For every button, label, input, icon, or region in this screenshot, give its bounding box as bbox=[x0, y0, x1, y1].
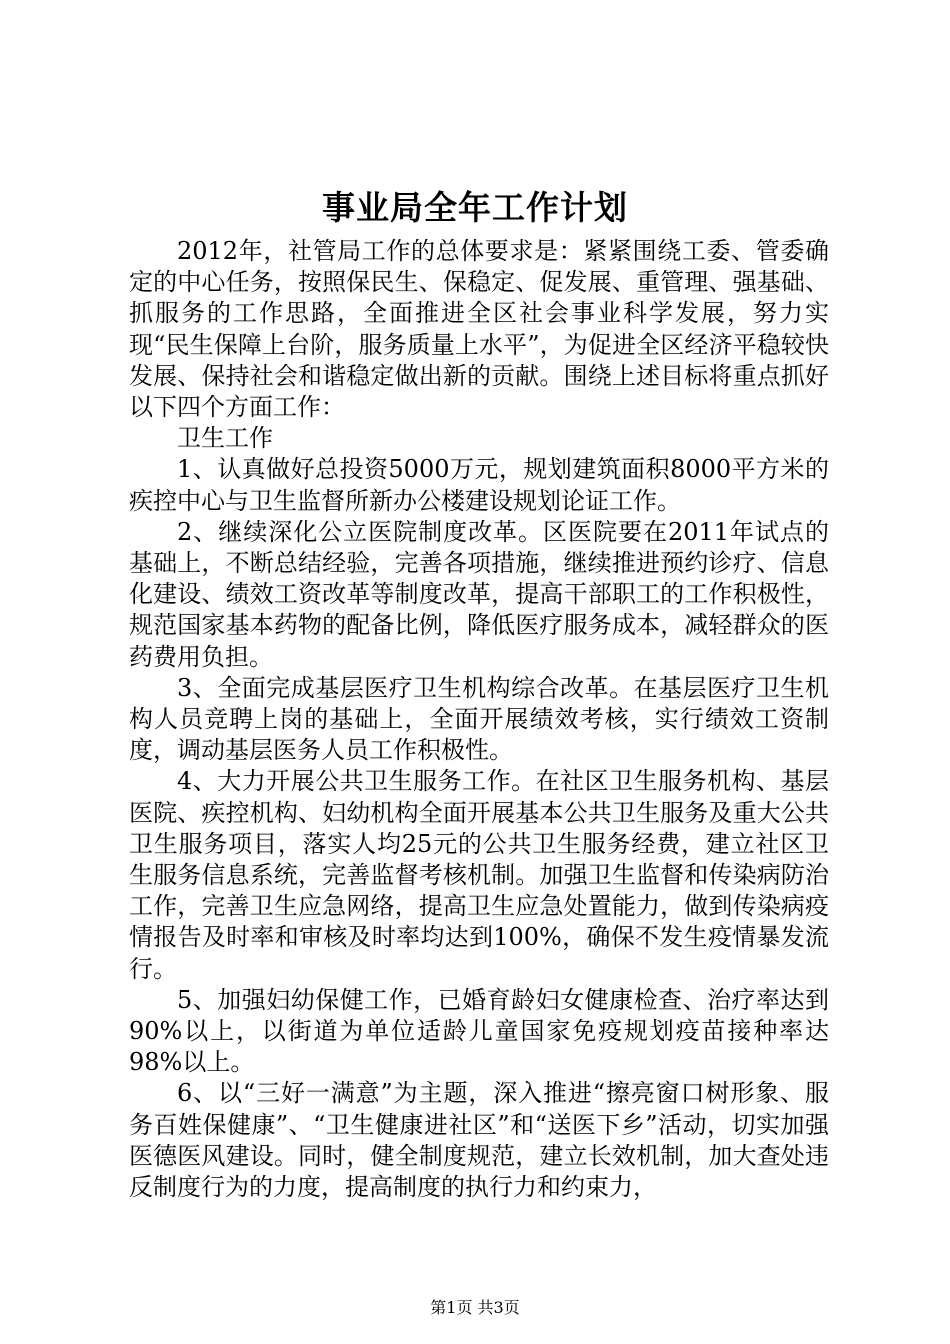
document-title: 事业局全年工作计划 bbox=[322, 188, 628, 227]
paragraph-item-3: 3、全面完成基层医疗卫生机构综合改革。在基层医疗卫生机构人员竞聘上岗的基础上，全面开展绩效考核，实行绩效工资制度，调动基层医务人员工作积极性。 bbox=[129, 673, 829, 765]
paragraph-item-2: 2、继续深化公立医院制度改革。区医院要在2011年试点的基础上，不断总结经验，完善各项措施，继续推进预约诊疗、信息化建设、绩效工资改革等制度改革，提高干部职工的工作积极性，规范国家基本药物的配备比例，降低医疗服务成本，减轻群众的医药费用负担。 bbox=[129, 517, 829, 671]
paragraph-item-4: 4、大力开展公共卫生服务工作。在社区卫生服务机构、基层医院、疾控机构、妇幼机构全面开展基本公共卫生服务及重大公共卫生服务项目，落实人均25元的公共卫生服务经费，建立社区卫生服务信息系统，完善监督考核机制。加强卫生监督和传染病防治工作，完善卫生应急网络，提高卫生应急处置能力，做到传染病疫情报告及时率和审核及时率均达到100%，确保不发生疫情暴发流行。 bbox=[129, 767, 829, 983]
page-number-footer: 第1页 共3页 bbox=[430, 1298, 520, 1317]
section-heading-health: 卫生工作 bbox=[177, 424, 273, 453]
paragraph-item-6: 6、以“三好一满意”为主题，深入推进“擦亮窗口树形象、服务百姓保健康”、“卫生健康进社区”和“送医下乡”活动，切实加强医德医风建设。同时，健全制度规范，建立长效机制，加大查处违反制度行为的力度，提高制度的执行力和约束力， bbox=[129, 1079, 829, 1202]
paragraph-item-1: 1、认真做好总投资5000万元，规划建筑面积8000平方米的疾控中心与卫生监督所新办公楼建设规划论证工作。 bbox=[129, 455, 829, 515]
paragraph-intro: 2012年，社管局工作的总体要求是：紧紧围绕工委、管委确定的中心任务，按照保民生、保稳定、促发展、重管理、强基础、抓服务的工作思路，全面推进全区社会事业科学发展，努力实现“民生保障上台阶，服务质量上水平”，为促进全区经济平稳较快发展、保持社会和谐稳定做出新的贡献。围绕上述目标将重点抓好以下四个方面工作： bbox=[129, 237, 829, 422]
paragraph-item-5: 5、加强妇幼保健工作，已婚育龄妇女健康检查、治疗率达到90%以上，以街道为单位适龄儿童国家免疫规划疫苗接种率达98%以上。 bbox=[129, 985, 829, 1077]
document-body bbox=[129, 236, 829, 1203]
